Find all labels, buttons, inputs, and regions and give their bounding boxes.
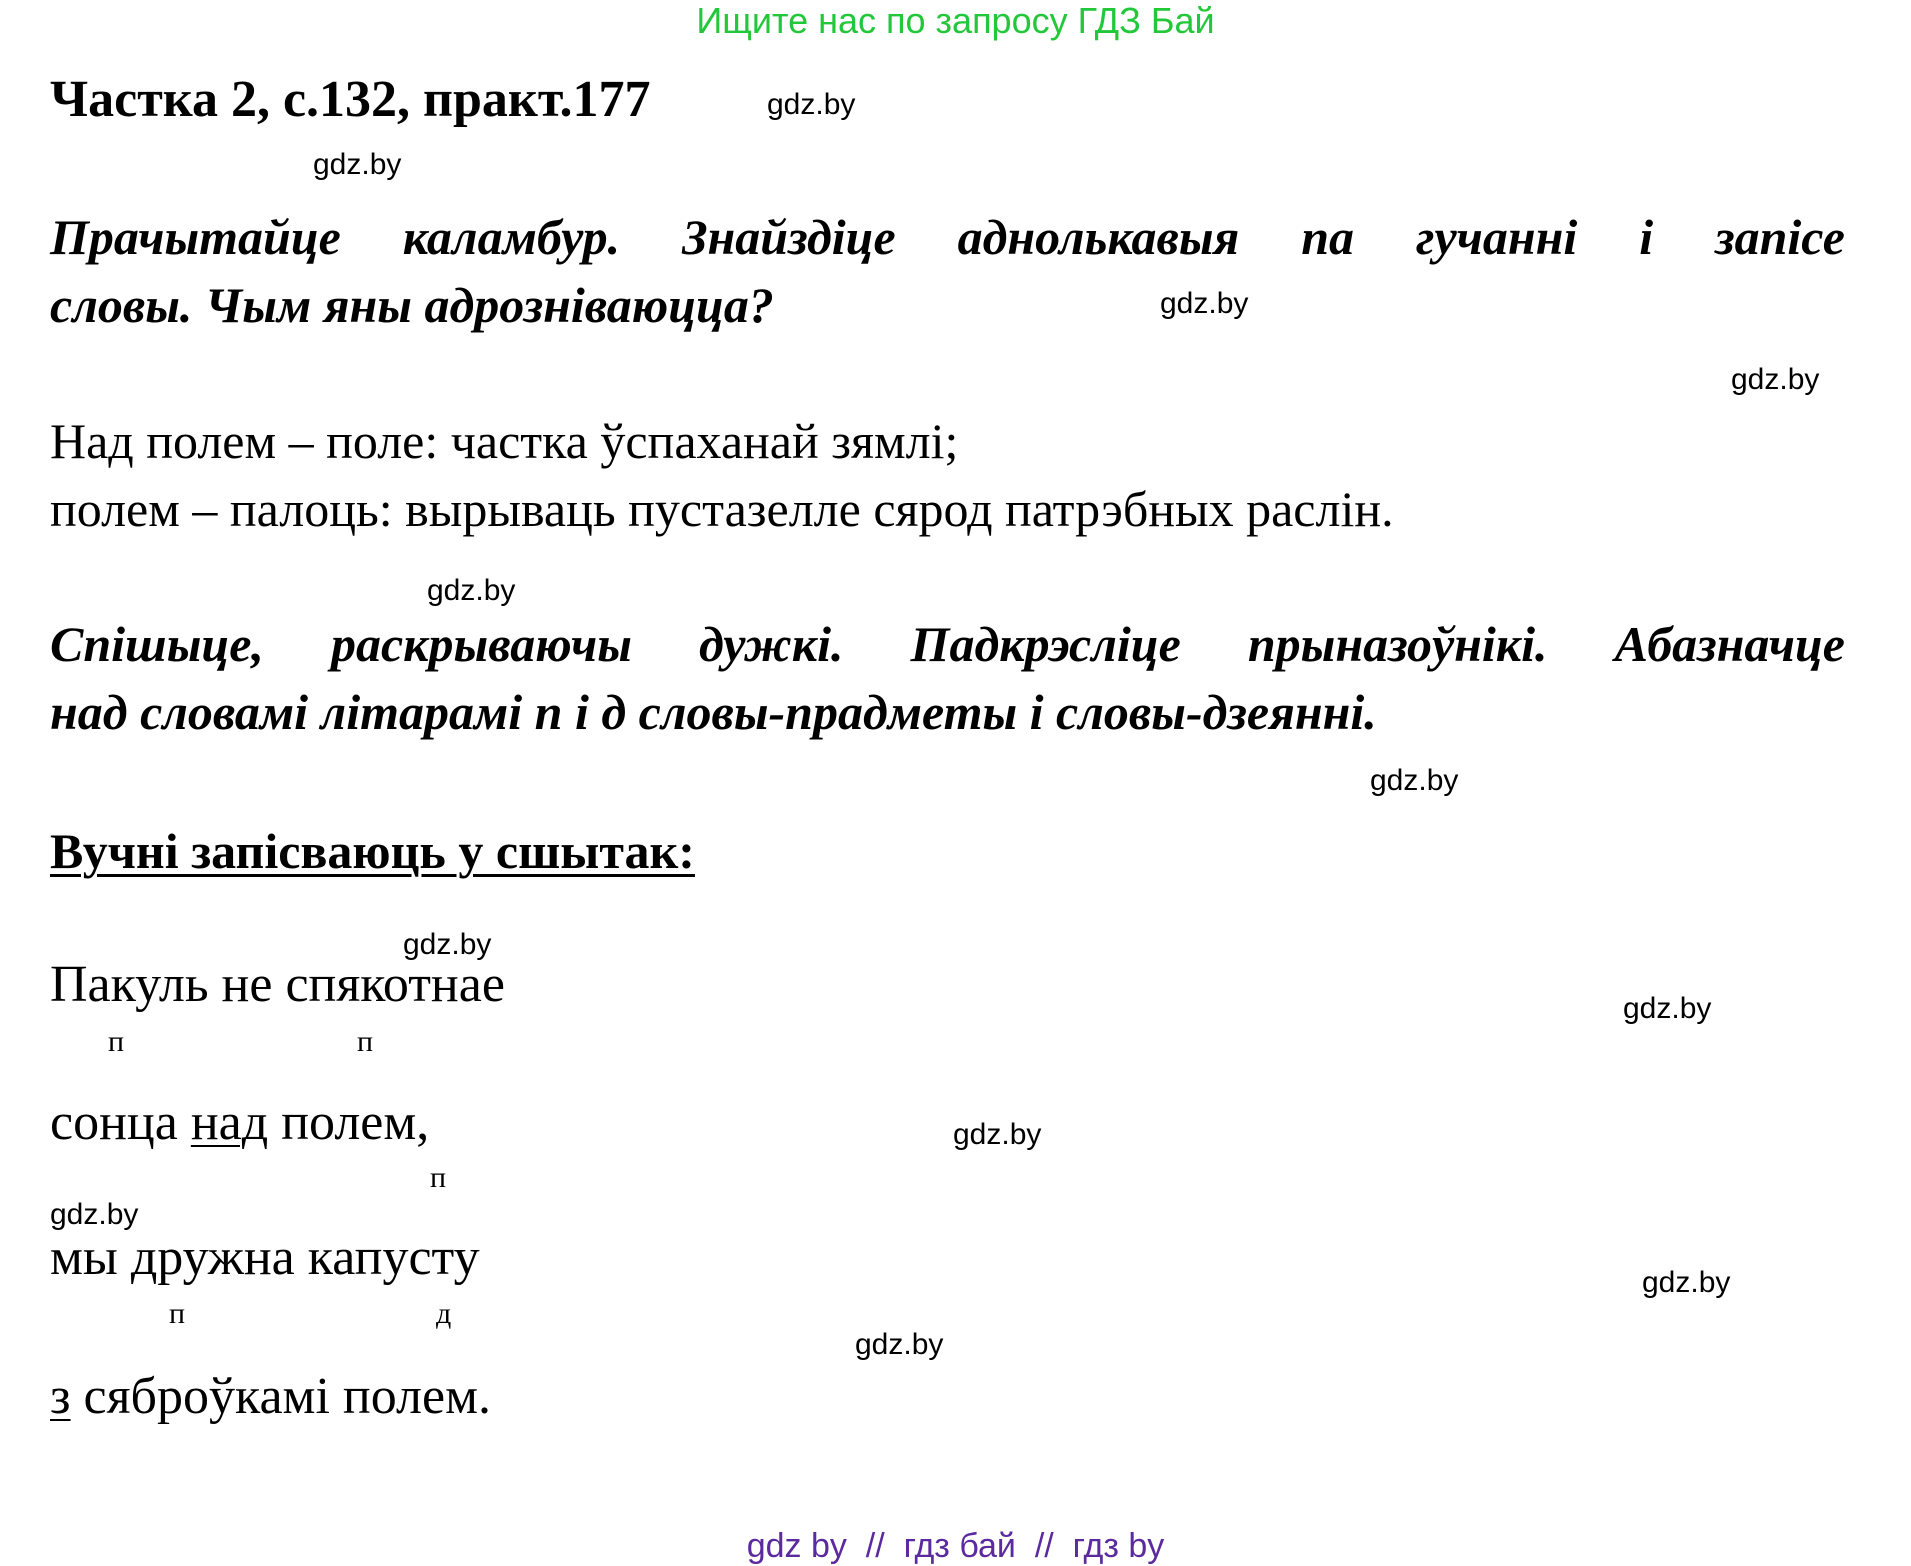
task-1-line-2: словы. Чым яны адрозніваюцца? (50, 277, 774, 333)
answer-1-line-1: Над полем – поле: частка ўспаханай зямлі; (50, 413, 959, 469)
watermark: gdz.by (1160, 287, 1249, 320)
noun-mark: п (169, 1297, 186, 1330)
noun-mark: п (357, 1025, 374, 1058)
task-2-line-1: Спішыце, раскрываючы дужкі. Падкрэсліце прыназоўнікі. Абазначце (50, 616, 1845, 672)
preposition-z: з (50, 1368, 71, 1425)
watermark: gdz.by (855, 1328, 944, 1361)
poem-line-4-suffix: сяброўкамі полем. (70, 1368, 491, 1425)
poem-line-1: Пакуль не спякотнае (50, 956, 505, 1013)
answer-heading: Вучні запісваюць у сшытак: (50, 823, 695, 879)
preposition-nad: над (190, 1094, 269, 1151)
task-2-instruction (50, 610, 1845, 746)
task-1-line-1: Прачытайце каламбур. Знайздіце аднолькавыя па гучанні і запісе (50, 209, 1845, 265)
watermark: gdz.by (1623, 992, 1712, 1025)
poem-line-2-suffix: полем, (268, 1094, 430, 1151)
watermark: gdz.by (427, 574, 516, 607)
watermark: gdz.by (313, 148, 402, 181)
answer-1-line-2: полем – палоць: вырываць пустазелле сярод патрэбных раслін. (50, 481, 1394, 537)
watermark: gdz.by (1370, 764, 1459, 797)
noun-mark: п (430, 1161, 447, 1194)
watermark: gdz.by (403, 928, 492, 961)
poem-line-2 (50, 1093, 429, 1152)
page-title: Частка 2, с.132, практ.177 (50, 71, 651, 128)
watermark: gdz.by (767, 88, 856, 121)
watermark: gdz.by (1642, 1266, 1731, 1299)
task-2-line-2: над словамі літарамі п і д словы-прадметы і словы-дзеянні. (50, 684, 1377, 740)
task-1-instruction (50, 203, 1845, 339)
watermark: gdz.by (1731, 363, 1820, 396)
watermark: gdz.by (50, 1198, 139, 1231)
poem-line-4 (50, 1367, 491, 1426)
poem-line-2-prefix: сонца (50, 1094, 191, 1151)
bottom-banner: gdz by // гдз бай // гдз by (746, 1527, 1165, 1565)
top-banner: Ищите нас по запросу ГДЗ Бай (696, 0, 1215, 41)
watermark: gdz.by (953, 1118, 1042, 1151)
verb-mark: д (436, 1297, 452, 1330)
poem-line-3: мы дружна капусту (50, 1229, 480, 1286)
noun-mark: п (108, 1025, 125, 1058)
